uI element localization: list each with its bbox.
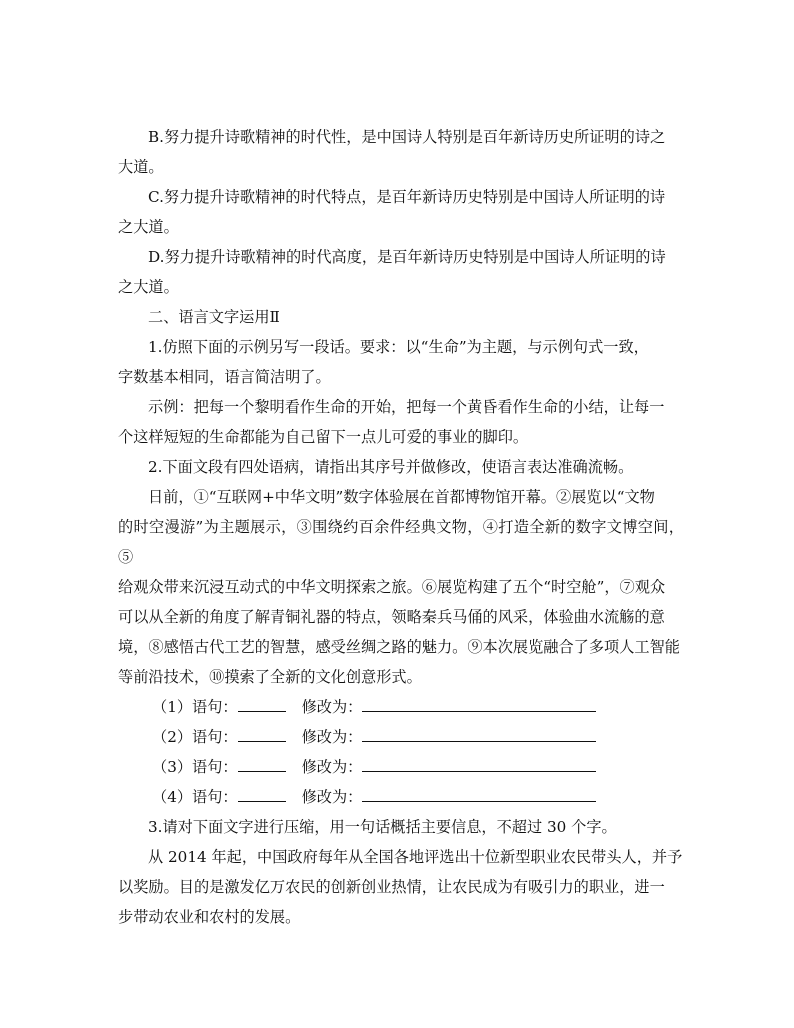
sentence-blank[interactable] bbox=[238, 786, 286, 802]
row-number: （4） bbox=[152, 788, 193, 806]
row-number: （1） bbox=[152, 698, 193, 716]
row-number: （3） bbox=[152, 758, 193, 776]
revise-label: 修改为： bbox=[301, 788, 363, 806]
revision-blank[interactable] bbox=[362, 786, 596, 802]
document-content bbox=[118, 122, 684, 932]
option-b-line1: B.努力提升诗歌精神的时代性，是中国诗人特别是百年新诗历史所证明的诗之 bbox=[148, 128, 666, 146]
q1-prompt-line1: 1.仿照下面的示例另写一段话。要求：以“生命”为主题，与示例句式一致， bbox=[148, 338, 649, 356]
sentence-label: 语句： bbox=[192, 758, 238, 776]
q1-example-line1: 示例：把每一个黎明看作生命的开始，把每一个黄昏看作生命的小结，让每一 bbox=[148, 398, 665, 416]
sentence-blank[interactable] bbox=[238, 696, 286, 712]
option-c-line2: 之大道。 bbox=[118, 218, 179, 236]
q2-passage-line: 境，⑧感悟古代工艺的智慧，感受丝绸之路的魅力。⑨本次展览融合了多项人工智能 bbox=[118, 638, 680, 656]
revision-blank[interactable] bbox=[362, 756, 596, 772]
option-d-line2: 之大道。 bbox=[118, 278, 179, 296]
q2-answer-row-2 bbox=[118, 722, 684, 752]
option-d-line1: D.努力提升诗歌精神的时代高度，是百年新诗历史特别是中国诗人所证明的诗 bbox=[148, 248, 666, 266]
q3-prompt: 3.请对下面文字进行压缩，用一句话概括主要信息，不超过 30 个字。 bbox=[148, 818, 617, 836]
q3-passage-line3: 步带动农业和农村的发展。 bbox=[118, 908, 301, 926]
sentence-label: 语句： bbox=[192, 728, 238, 746]
revision-blank[interactable] bbox=[362, 726, 596, 742]
q3-passage-line2: 以奖励。目的是激发亿万农民的创新创业热情，让农民成为有吸引力的职业，进一 bbox=[118, 878, 665, 896]
q2-prompt: 2.下面文段有四处语病，请指出其序号并做修改，使语言表达准确流畅。 bbox=[148, 458, 634, 476]
revise-label: 修改为： bbox=[301, 728, 363, 746]
section-title: 二、语言文字运用Ⅱ bbox=[148, 308, 280, 326]
q2-passage-line: 的时空漫游”为主题展示，③围绕约百余件经典文物，④打造全新的数字文博空间，⑤ bbox=[118, 518, 684, 566]
sentence-label: 语句： bbox=[192, 788, 238, 806]
sentence-label: 语句： bbox=[192, 698, 238, 716]
q2-answer-row-4 bbox=[118, 782, 684, 812]
q2-passage-line: 给观众带来沉浸互动式的中华文明探索之旅。⑥展览构建了五个“时空舱”，⑦观众 bbox=[118, 578, 666, 596]
row-number: （2） bbox=[152, 728, 193, 746]
sentence-blank[interactable] bbox=[238, 726, 286, 742]
q1-prompt-line2: 字数基本相同，语言简洁明了。 bbox=[118, 368, 331, 386]
q2-passage-line: 等前沿技术，⑩摸索了全新的文化创意形式。 bbox=[118, 668, 422, 686]
option-c-line1: C.努力提升诗歌精神的时代特点，是百年新诗历史特别是中国诗人所证明的诗 bbox=[148, 188, 666, 206]
sentence-blank[interactable] bbox=[238, 756, 286, 772]
q2-passage-line: 可以从全新的角度了解青铜礼器的特点，领略秦兵马俑的风采，体验曲水流觞的意 bbox=[118, 608, 665, 626]
q2-answer-row-1 bbox=[118, 692, 684, 722]
q2-passage-line: 日前，①“互联网+中华文明”数字体验展在首都博物馆开幕。②展览以“文物 bbox=[148, 488, 655, 506]
q3-passage-line1: 从 2014 年起，中国政府每年从全国各地评选出十位新型职业农民带头人，并予 bbox=[148, 848, 683, 866]
option-b-line2: 大道。 bbox=[118, 158, 164, 176]
q2-answer-row-3 bbox=[118, 752, 684, 782]
revision-blank[interactable] bbox=[362, 696, 596, 712]
revise-label: 修改为： bbox=[301, 758, 363, 776]
q1-example-line2: 个这样短短的生命都能为自己留下一点儿可爱的事业的脚印。 bbox=[118, 428, 529, 446]
revise-label: 修改为： bbox=[301, 698, 363, 716]
